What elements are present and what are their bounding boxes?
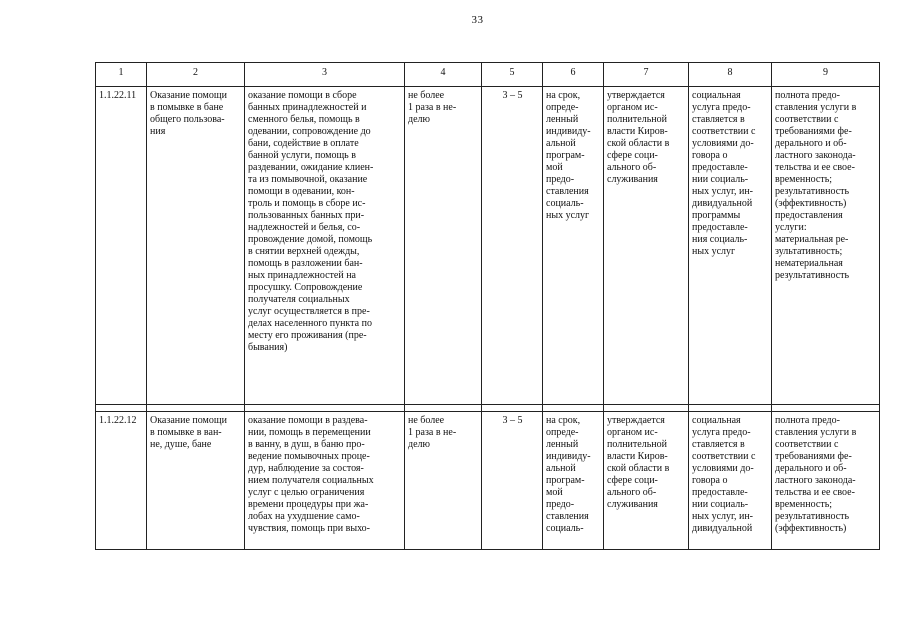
header-row — [96, 63, 880, 87]
service-description: оказание помощи в сборе банных принадлежностей и сменного белья, помощь в одевании, сопровождение до бани, содействие в оплате банной услуги, помощь в раздевании, ожидание клиен- та из помывочной, оказание помощи в одевании, кон- троль и помощь в сборе ис- пользованных банных при- надлежностей и белья, со- провождение домой, помощь в снятии верхней одежды, помощь в разложении бан- ных принадлежностей на просушку. Сопровождение получателя социальных услуг осуществляется в пре- делах населенного пункта по месту его проживания (пре- бывания) — [245, 87, 405, 405]
service-term: на срок, опреде- ленный индивиду- альной програм- мой предо- ставления социаль- — [543, 412, 604, 550]
service-conditions: социальная услуга предо- ставляется в соответствии с условиями до- говора о предоставле- нии социаль- ных услуг, ин- дивидуальной — [689, 412, 772, 550]
service-units: 3 – 5 — [482, 412, 543, 550]
column-header: 9 — [772, 63, 880, 87]
column-header: 1 — [96, 63, 147, 87]
column-header: 4 — [405, 63, 482, 87]
service-approval: утверждается органом ис- полнительной власти Киров- ской области в сфере соци- ального об- служивания — [604, 412, 689, 550]
table-row — [96, 412, 880, 550]
column-header: 6 — [543, 63, 604, 87]
service-conditions: социальная услуга предо- ставляется в соответствии с условиями до- говора о предоставле- нии социаль- ных услуг, ин- дивидуальной программы предоставле- ния социаль- ных услуг — [689, 87, 772, 405]
service-description: оказание помощи в раздева- нии, помощь в перемещении в ванну, в душ, в баню про- ведение помывочных проце- дур, наблюдение за состоя- нием получателя социальных услуг с целью ограничения времени процедуры при жа- лобах на ухудшение само- чувствия, помощь при выхо- — [245, 412, 405, 550]
service-frequency: не более 1 раза в не- делю — [405, 412, 482, 550]
service-name: Оказание помощи в помывке в ван- не, душе, бане — [147, 412, 245, 550]
column-header: 2 — [147, 63, 245, 87]
service-quality: полнота предо- ставления услуги в соответствии с требованиями фе- дерального и об- ластного законода- тельства и ее свое- временность; результативность (эффективность) предоставления услуги: материальная ре- зультативность; нематериальная результативность — [772, 87, 880, 405]
service-name: Оказание помощи в помывке в бане общего пользова- ния — [147, 87, 245, 405]
column-header: 8 — [689, 63, 772, 87]
service-frequency: не более 1 раза в не- делю — [405, 87, 482, 405]
page-number: 33 — [471, 14, 484, 26]
column-header: 5 — [482, 63, 543, 87]
column-header: 3 — [245, 63, 405, 87]
service-term: на срок, опреде- ленный индивиду- альной програм- мой предо- ставления социаль- ных услуг — [543, 87, 604, 405]
column-header: 7 — [604, 63, 689, 87]
service-code: 1.1.22.11 — [96, 87, 147, 405]
service-code: 1.1.22.12 — [96, 412, 147, 550]
service-quality: полнота предо- ставления услуги в соответствии с требованиями фе- дерального и об- ластного законода- тельства и ее свое- временность; результативность (эффективность) — [772, 412, 880, 550]
services-table — [95, 62, 880, 550]
service-units: 3 – 5 — [482, 87, 543, 405]
table-row — [96, 87, 880, 405]
row-spacer — [96, 405, 880, 412]
service-approval: утверждается органом ис- полнительной власти Киров- ской области в сфере соци- ального об- служивания — [604, 87, 689, 405]
